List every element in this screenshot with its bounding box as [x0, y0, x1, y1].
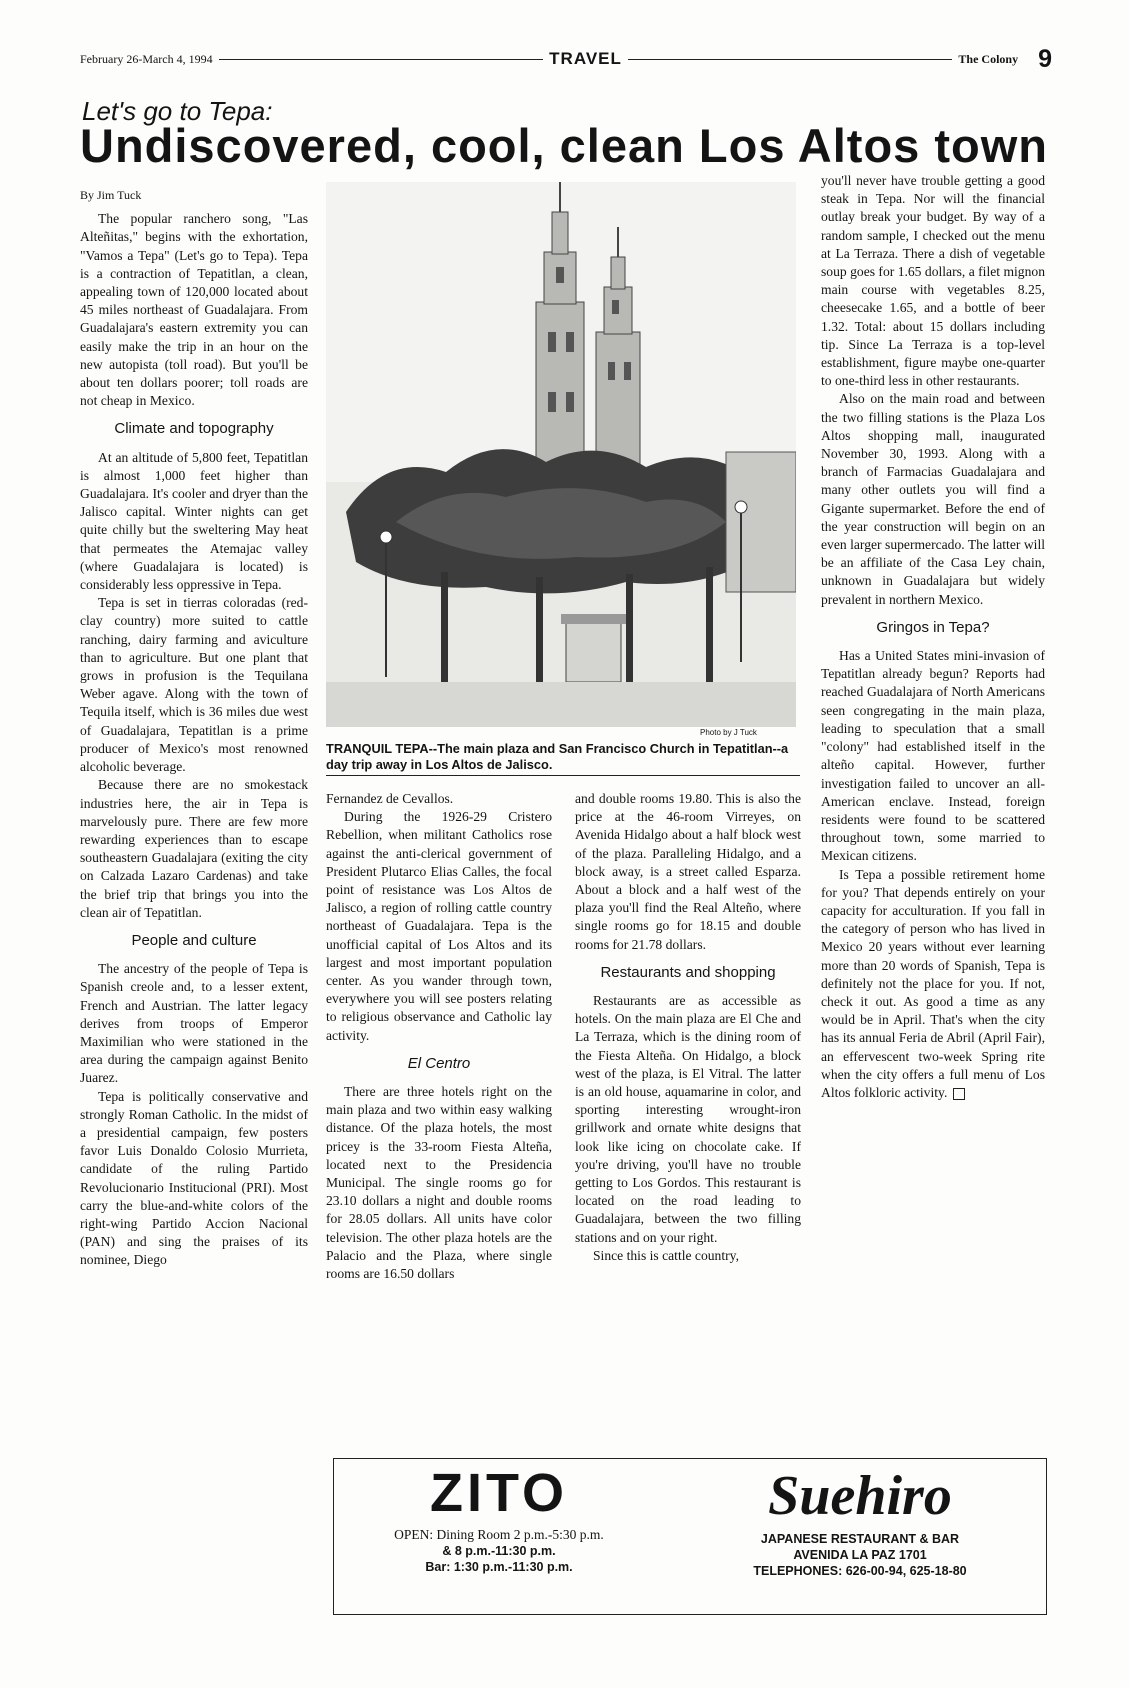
ad-suehiro: [674, 1459, 1046, 1614]
paragraph: you'll never have trouble getting a good steak in Tepa. Nor will the financial outlay break your budget. By way of a random sample, I checked out the menu at La Terraza. There a dish of vegetable soup goes for 1.65 dollars, a filet mignon main course with vegetables 8.25, cheesecake 1.65, and a bottle of beer 1.32. Total: about 15 dollars including tip. Since La Terraza is a top-level establishment, figure maybe one-quarter to one-third less in other restaurants.: [821, 173, 1045, 389]
ad-description: JAPANESE RESTAURANT & BAR: [760, 1532, 960, 1546]
paragraph: The popular ranchero song, "Las Alteñitas," begins with the exhortation, "Vamos a Tepa" (Let's go to Tepa). Tepa is a contraction of Tepatitlan, a clean, appealing town of 120,000 located about 45 miles northeast of Guadalajara. From Guadalajara's eastern extremity you can easily make the trip in an hour on the new autopista (toll road). But you'll be about ten dollars poorer; toll roads are not cheap in Mexico.: [80, 211, 308, 409]
restaurant-advertisement: [333, 1458, 1047, 1615]
paragraph: [821, 866, 1045, 1103]
publication-name: The Colony: [958, 51, 1019, 66]
paragraph: There are three hotels right on the main plaza and two within easy walking distance. Of the plaza hotels, the most pricey is the 33-room Fiesta Alteña, located next to the Presidencia Municipal. The single rooms go for 23.10 dollars a night and double rooms for 28.05 dollars. All units have color television. The other plaza hotels are the Palacio and the Plaza, where single rooms are 16.50 dollars: [326, 1084, 552, 1282]
subhead: People and culture: [131, 931, 257, 949]
issue-date: February 26-March 4, 1994: [80, 51, 213, 66]
end-of-story-icon: [953, 1088, 965, 1100]
ad-address: AVENIDA LA PAZ 1701: [793, 1548, 927, 1562]
ad-zito: [334, 1459, 664, 1614]
suehiro-logo: Suehiro: [768, 1465, 952, 1527]
church-photo: [326, 182, 796, 727]
page-number: 9: [1038, 44, 1053, 73]
ad-hours-bar: Bar: 1:30 p.m.-11:30 p.m.: [425, 1560, 573, 1574]
byline: By Jim Tuck: [80, 188, 142, 202]
article-column-3: [575, 790, 801, 1265]
zito-logo: ZITO: [429, 1463, 568, 1523]
paragraph: Since this is cattle country,: [593, 1247, 739, 1263]
paragraph: Tepa is set in tierras coloradas (red-clay country) more suited to cattle ranching, dairy farming and aviculture than to agriculture. But one plant that grows in profusion is the Tequilana Weber agave. Along with the town of Tequila itself, which is 36 miles due west of Guadalajara, Tepatitlan is a prime producer of Mexico's most renowned alcoholic beverage.: [80, 595, 308, 775]
paragraph: Restaurants are as accessible as hotels. On the main plaza are El Che and La Terraza, which is the dining room of the Fiesta Alteña. On Hidalgo, a block west of the plaza, is El Vitral. The latter is an old house, aquamarine in color, and sporting interesting wrought-iron grillwork and ornate white designs that look like icing on chocolate cake. If you're driving, you'll have no trouble getting to Los Gordos. This restaurant is located on the road leading to Guadalajara, between the two filling stations and on your right.: [575, 993, 801, 1245]
article-kicker: Let's go to Tepa:: [82, 96, 273, 126]
paragraph: Tepa is politically conservative and strongly Roman Catholic. In the midst of a presidential campaign, few posters favor Luis Donaldo Colosio Murrieta, candidate of the ruling Partido Revolucionario Institucional (PRI). Most carry the blue-and-white colors of the right-wing Partido Accion Nacional (PAN) and sing the praises of its nominee, Diego: [80, 1088, 308, 1268]
photo-caption: TRANQUIL TEPA--The main plaza and San Francisco Church in Tepatitlan--a day trip away in Los Altos de Jalisco.: [326, 741, 800, 776]
ad-hours-evening: & 8 p.m.-11:30 p.m.: [442, 1544, 556, 1558]
subhead: Restaurants and shopping: [600, 963, 776, 981]
subhead: Climate and topography: [114, 420, 274, 438]
article-column-1: [80, 186, 308, 1270]
masthead-rule: [628, 59, 953, 60]
article-headline: Undiscovered, cool, clean Los Altos town: [80, 119, 1048, 172]
photo-credit: Photo by J Tuck: [700, 728, 757, 737]
paragraph: The ancestry of the people of Tepa is Spanish creole and, to a lesser extent, French and Austrian. The latter legacy derives from troops of Emperor Maximilian who were stationed in the area during the campaign against Benito Juarez.: [80, 961, 308, 1086]
paragraph: Because there are no smokestack industries here, the air in Tepa is marvelously pure. There are few more rewarding experiences than to escape southeastern Guadalajara (exiting the city on Calzada Lazaro Cardenas) and take the brief trip that brings you into the clean air of Tepatitlan.: [80, 777, 308, 920]
paragraph: Has a United States mini-invasion of Tepatitlan already begun? Reports had reached Guadalajara of North Americans seen congregating in the main plaza, leading to speculation that a small "colony" had established itself in the alteño capital. However, further investigation failed to uncover an all-American enclave. Instead, foreign residents were found to be scattered throughout town, some married to Mexican citizens.: [821, 648, 1045, 864]
section-name: TRAVEL: [549, 49, 622, 68]
paragraph: During the 1926-29 Cristero Rebellion, when militant Catholics rose against the anti-clerical government of President Plutarco Elias Calles, the focal point of resistance was Los Altos de Jalisco, a region of rolling cattle country northeast of Guadalajara. Tepa is the unofficial capital of Los Altos and its largest and most important population center. As you wander through town, everywhere you will see posters relating to religious observance and Catholic lay activity.: [326, 809, 552, 1043]
subhead: Gringos in Tepa?: [876, 618, 990, 636]
ad-telephones: TELEPHONES: 626-00-94, 625-18-80: [753, 1564, 967, 1578]
paragraph-text: Is Tepa a possible retirement home for you? That depends entirely on your capacity for acculturation. If you fall in the category of person who has lived in Mexico 20 years without ever learning more than 20 words of Spanish, Tepa is definitely not the place for you. If not, check it out. As good a time as any would be in April. That's when the city has its annual Feria de Abril (April Fair), an effervescent two-week Spring rite when the city offers a full menu of Los Altos folkloric activity.: [821, 866, 1045, 1100]
paragraph: and double rooms 19.80. This is also the price at the 46-room Virreyes, on Avenida Hidalgo about a half block west of the plaza. Paralleling Hidalgo, and a block away, is a street called Esparza. About a block and a half west of the plaza you'll find the Real Alteño, where single rooms go for 18.15 and double rooms for 21.78 dollars.: [575, 791, 801, 952]
article-column-4: [821, 172, 1045, 1102]
masthead: [80, 44, 1053, 73]
paragraph: Fernandez de Cevallos.: [326, 791, 454, 806]
ad-hours-dining: OPEN: Dining Room 2 p.m.-5:30 p.m.: [394, 1527, 604, 1542]
article-column-2: [326, 790, 552, 1283]
masthead-rule: [219, 59, 544, 60]
paragraph: Also on the main road and between the two filling stations is the Plaza Los Altos shopping mall, inaugurated November 30, 1993. Along with a branch of Farmacias Guadalajara and many other outlets you will find a Gigante supermarket. Before the end of the year construction will begin on an even larger supermercado. The latter will be an affiliate of the Casa Ley chain, unknown in Guadalajara but widely prevalent in northern Mexico.: [821, 391, 1045, 607]
paragraph: At an altitude of 5,800 feet, Tepatitlan is almost 1,000 feet higher than Guadalajara. It's cooler and dryer than the Jalisco capital. Winter nights can get quite chilly but the sweltering May heat that permeates the Atemajac valley (where Guadalajara is located) is considerably less oppressive in Tepa.: [80, 449, 308, 593]
subhead: El Centro: [407, 1054, 471, 1072]
